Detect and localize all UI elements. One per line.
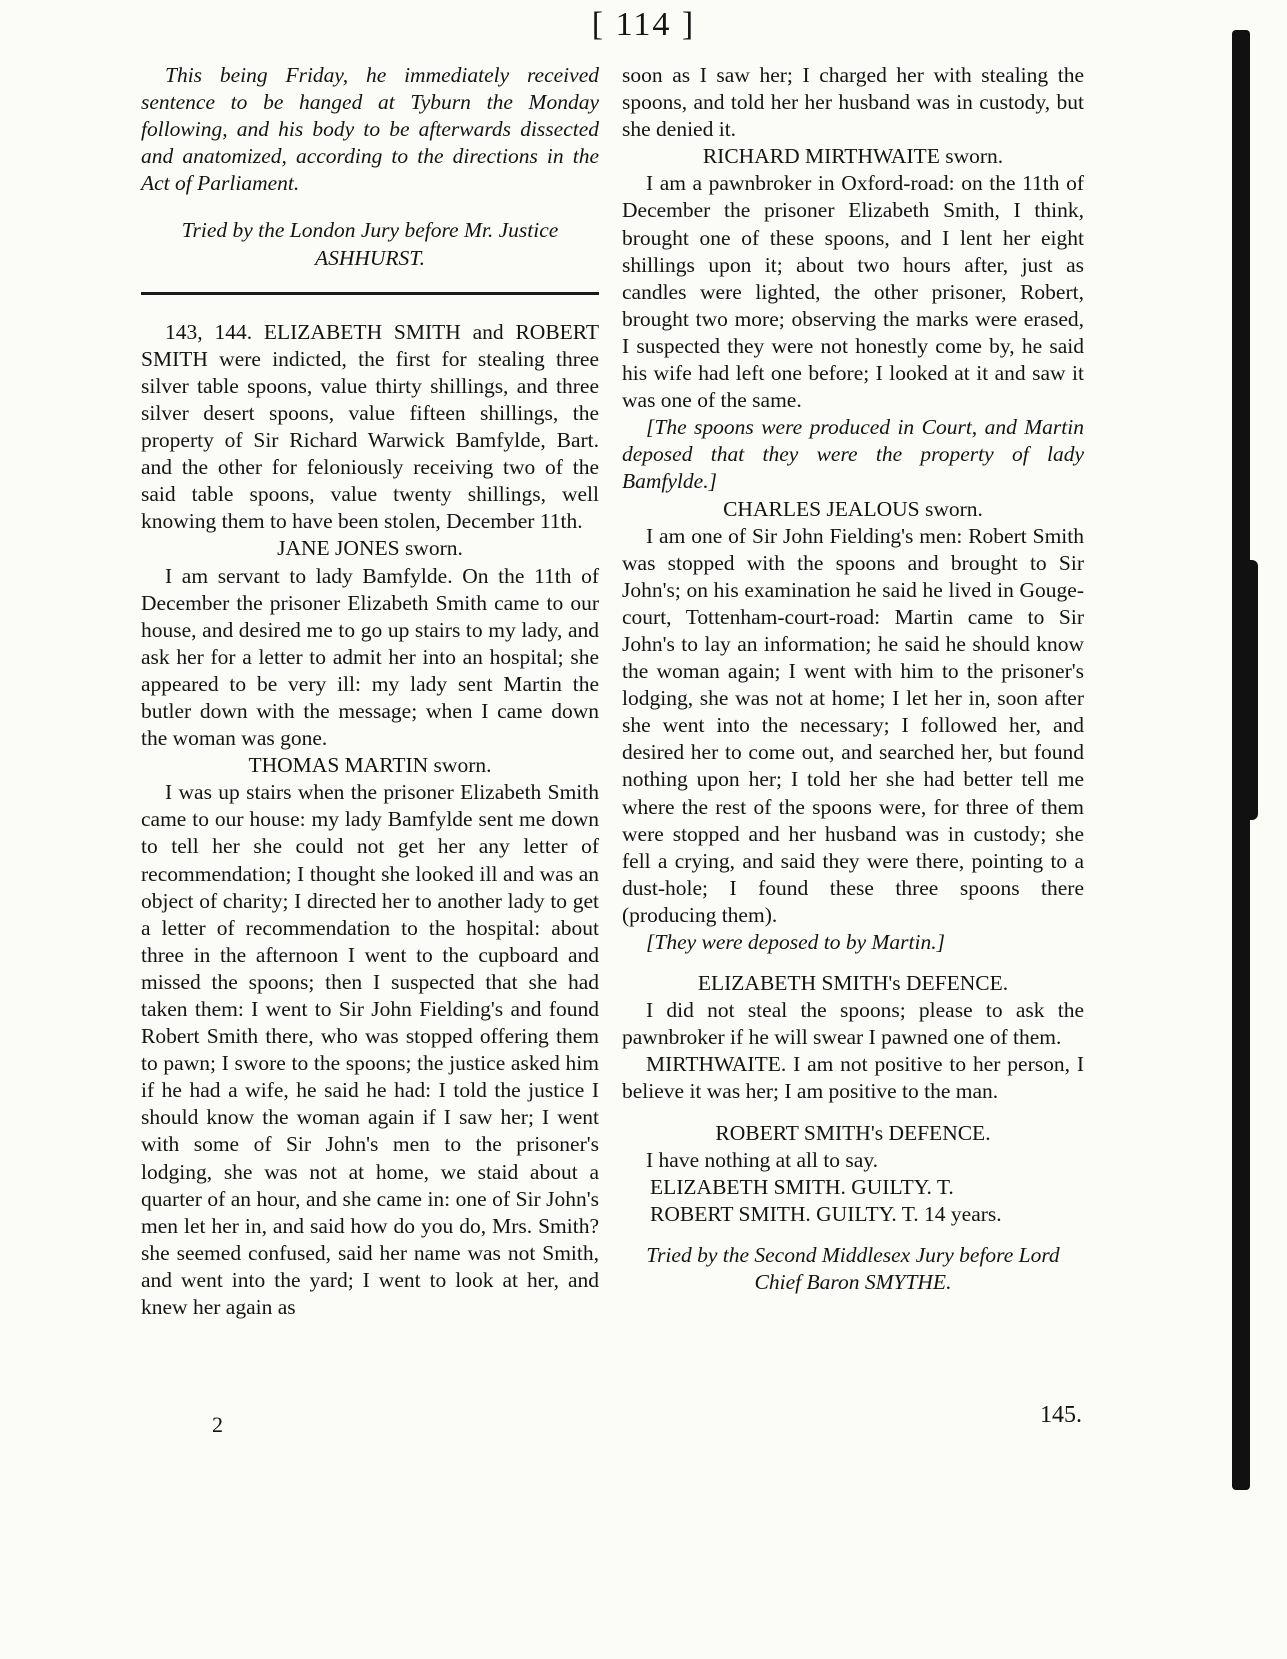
left-column [141,62,599,1321]
testimony-thomas-martin-continued: soon as I saw her; I charged her with stealing the spoons, and told her her husband was in custody, but she denied it. [622,63,1084,142]
sentence-note: This being Friday, he immediately received sentence to be hanged at Tyburn the Monday following, and his body to be afterwards dissected and anatomized, according to the directions in the Act of Parliament. [141,63,599,196]
signature-mark: 2 [212,1412,223,1437]
court-note-deposed: [They were deposed to by Martin.] [646,930,945,954]
court-note-spoons-produced: [The spoons were produced in Court, and Martin deposed that they were the property of lady Bamfylde.] [622,415,1084,494]
binding-edge-shadow [1244,560,1258,820]
defence-text-robert-smith: I have nothing at all to say. [646,1147,879,1172]
defence-heading-robert-smith: ROBERT SMITH's DEFENCE. [715,1120,991,1145]
defence-text-elizabeth-smith: I did not steal the spoons; please to ask the pawnbroker if he will swear I pawned one of them. [622,998,1084,1050]
tried-before-note: Tried by the London Jury before Mr. Justice ASHHURST. [181,218,559,270]
case-header: 143, 144. ELIZABETH SMITH and ROBERT SMITH were indicted, the first for stealing three silver table spoons, value thirty shillings, and three silver desert spoons, value fifteen shillings, the property of Sir Richard Warwick Bamfylde, Bart. and the other for feloniously receiving two of the said table spoons, value twenty shillings, well knowing them to have been stolen, December 11th. [141,319,599,534]
testimony-charles-jealous: I am one of Sir John Fielding's men: Robert Smith was stopped with the spoons and brought to Sir John's; on his examination he said he lived in Gouge-court, Tottenham-court-road: Martin came to Sir John's to lay an information; he said he should know the woman again; I went with him to the prisoner's lodging, she was not at home; I let her in, soon after she went into the necessary; I followed her, and desired her to come out, and searched her, but found nothing upon her; I told her she had better tell me where the rest of the spoons were, for three of them were stopped and her husband was in custody; she fell a crying, and said they were there, pointing to a dust-hole; I found these three spoons there (producing them). [622,523,1084,927]
verdict-elizabeth-smith: ELIZABETH SMITH. GUILTY. T. [650,1174,954,1199]
verdict-robert-smith: ROBERT SMITH. GUILTY. T. 14 years. [650,1201,1002,1226]
witness-heading-jane-jones: JANE JONES sworn. [277,536,463,561]
testimony-richard-mirthwaite: I am a pawnbroker in Oxford-road: on the 11th of December the prisoner Elizabeth Smith, I think, brought one of these spoons, and I lent her eight shillings upon it; about two hours after, just as candles were lighted, the other prisoner, Robert, brought two more; observing the marks were erased, I suspected they were not honestly come by, he said his wife had left one before; I looked at it and saw it was one of the same. [622,171,1084,413]
testimony-jane-jones: I am servant to lady Bamfylde. On the 11th of December the prisoner Elizabeth Smith came to our house, and desired me to go up stairs to my lady, and ask her for a letter to admit her into an hospital; she appeared to be very ill: my lady sent Martin the butler down with the message; when I came down the woman was gone. [141,563,599,751]
witness-heading-charles-jealous: CHARLES JEALOUS sworn. [723,496,983,521]
witness-heading-thomas-martin: THOMAS MARTIN sworn. [248,753,492,778]
catchword: 145. [1040,1402,1082,1428]
tried-before-note-2: Tried by the Second Middlesex Jury before Lord Chief Baron SMYTHE. [646,1242,1060,1295]
testimony-thomas-martin: I was up stairs when the prisoner Elizabeth Smith came to our house: my lady Bamfylde sent me down to tell her she could not get her any letter of recommendation; I thought she looked ill and was an object of charity; I directed her to another lady to get a letter of recommendation to the hospital: about three in the afternoon I went to the cupboard and missed the spoons; then I suspected that she had taken them: I went to Sir John Fielding's and found Robert Smith there, who was stopped offering them to pawn; I swore to the spoons; the justice asked him if he had a wife, he said he had: I told the justice I should know the woman again if I saw her; I went with some of Sir John's men to the prisoner's lodging, she was not at home, we staid about a quarter of an hour, and she came in: one of Sir John's men let her in, and said how do you do, Mrs. Smith? she seemed confused, said her name was not Smith, and went into the yard; I went to look at her, and knew her again as [141,780,599,1320]
witness-heading-richard-mirthwaite: RICHARD MIRTHWAITE sworn. [702,144,1004,169]
page-number: [ 114 ] [591,6,696,43]
section-rule [141,292,599,295]
mirthwaite-reply: MIRTHWAITE. I am not positive to her person, I believe it was her; I am positive to the man. [622,1052,1084,1104]
right-column [622,62,1084,1296]
defence-heading-elizabeth-smith: ELIZABETH SMITH's DEFENCE. [697,971,1009,996]
